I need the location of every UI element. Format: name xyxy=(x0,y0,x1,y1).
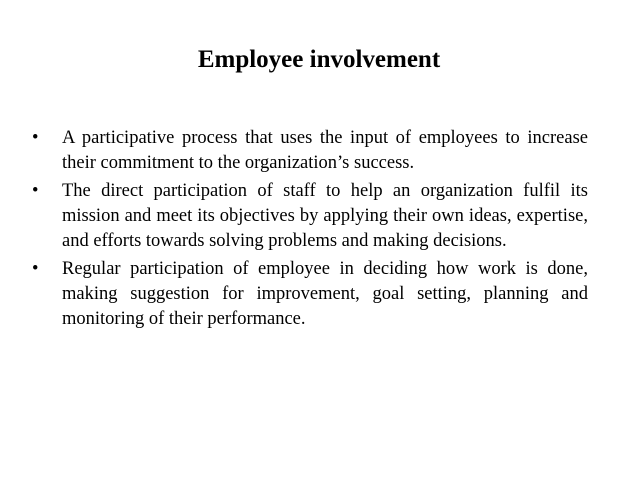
bullet-icon: • xyxy=(32,181,39,201)
slide-title: Employee involvement xyxy=(197,46,441,73)
bullet-text: A participative process that uses the input of employees to increase their commitment to the organization’s success. xyxy=(62,128,588,173)
bullet-text: The direct participation of staff to help an organization fulfil its mission and meet its objectives by applying their own ideas, expertise, and efforts towards solving problems and making decisions. xyxy=(62,181,588,251)
bullet-item xyxy=(32,179,588,254)
bullet-list xyxy=(32,126,588,335)
bullet-item xyxy=(32,126,588,176)
bullet-icon: • xyxy=(32,259,39,279)
bullet-text: Regular participation of employee in deciding how work is done, making suggestion for improvement, goal setting, planning and monitoring of their performance. xyxy=(62,259,588,329)
bullet-item xyxy=(32,257,588,332)
bullet-icon: • xyxy=(32,128,39,148)
